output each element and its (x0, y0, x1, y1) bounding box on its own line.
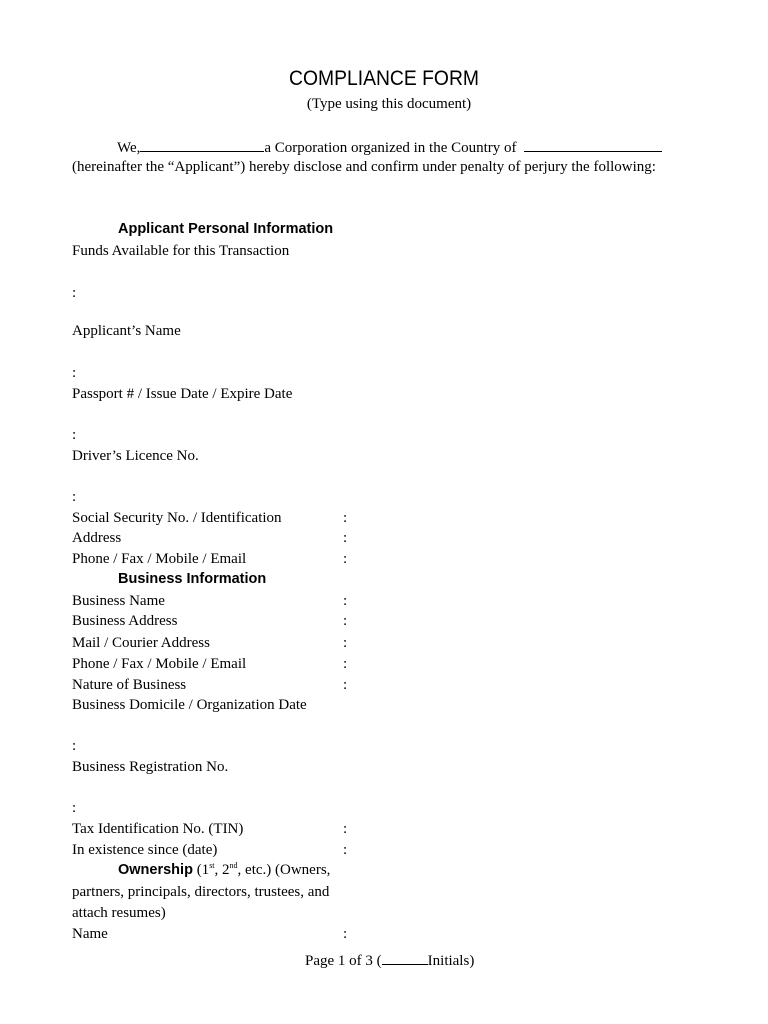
ownership-paren-open: (1 (196, 862, 210, 878)
ownership-mid: , 2 (214, 862, 230, 878)
field-colon-funds: : (72, 285, 77, 301)
field-label-drivers-licence: Driver’s Licence No. (72, 448, 199, 464)
field-label-phone-business: Phone / Fax / Mobile / Email (72, 656, 247, 672)
field-colon-business-address: : (343, 613, 348, 629)
page-footer (305, 951, 474, 970)
ownership-line-2: partners, principals, directors, trustees, and (72, 884, 330, 900)
section-heading-personal: Applicant Personal Information (118, 221, 334, 237)
ownership-sup-st: st (209, 861, 215, 870)
field-label-ssn: Social Security No. / Identification (72, 510, 282, 526)
corporation-name-blank[interactable] (140, 138, 264, 152)
field-colon-tin: : (343, 821, 348, 837)
field-label-business-address: Business Address (72, 613, 178, 629)
field-colon-registration: : (72, 800, 77, 816)
country-blank[interactable] (524, 138, 662, 152)
field-label-funds: Funds Available for this Transaction (72, 243, 290, 259)
ownership-line-3: attach resumes) (72, 905, 166, 921)
field-label-nature: Nature of Business (72, 677, 187, 693)
field-label-applicant-name: Applicant’s Name (72, 323, 181, 339)
initials-blank[interactable] (382, 951, 428, 965)
intro-we: We, (117, 140, 141, 156)
ownership-sup-nd: nd (229, 861, 238, 870)
field-label-name: Name (72, 926, 108, 942)
field-colon-name: : (343, 926, 348, 942)
field-label-registration: Business Registration No. (72, 759, 229, 775)
field-label-phone-personal: Phone / Fax / Mobile / Email (72, 551, 247, 567)
field-colon-ssn: : (343, 510, 348, 526)
field-label-tin: Tax Identification No. (TIN) (72, 821, 244, 837)
field-colon-address: : (343, 530, 348, 546)
intro-corp-text: a Corporation organized in the Country of (264, 140, 517, 156)
field-colon-mail-courier: : (343, 635, 348, 651)
field-colon-passport: : (72, 427, 77, 443)
page-subtitle: (Type using this document) (306, 96, 472, 112)
section-heading-ownership: Ownership (118, 862, 193, 878)
field-colon-phone-personal: : (343, 551, 348, 567)
ownership-line-1 (118, 862, 330, 879)
field-label-domicile: Business Domicile / Organization Date (72, 697, 307, 713)
page-title: COMPLIANCE FORM (288, 67, 479, 90)
field-colon-drivers-licence: : (72, 489, 77, 505)
ownership-rest: , etc.) (Owners, (237, 862, 331, 878)
field-colon-business-name: : (343, 593, 348, 609)
footer-page-suffix: Initials) (427, 953, 475, 969)
field-colon-domicile: : (72, 738, 77, 754)
field-colon-phone-business: : (343, 656, 348, 672)
field-label-address: Address (72, 530, 122, 546)
field-label-passport: Passport # / Issue Date / Expire Date (72, 386, 293, 402)
field-colon-existence: : (343, 842, 348, 858)
section-heading-business: Business Information (118, 571, 267, 587)
field-label-business-name: Business Name (72, 593, 165, 609)
field-label-mail-courier: Mail / Courier Address (72, 635, 210, 651)
field-colon-nature: : (343, 677, 348, 693)
intro-line-2: (hereinafter the “Applicant”) hereby disclose and confirm under penalty of perjury the following: (72, 159, 656, 175)
field-colon-applicant-name: : (72, 365, 77, 381)
field-label-existence: In existence since (date) (72, 842, 218, 858)
intro-line-1 (117, 138, 662, 157)
footer-page-prefix: Page 1 of 3 ( (305, 953, 382, 969)
